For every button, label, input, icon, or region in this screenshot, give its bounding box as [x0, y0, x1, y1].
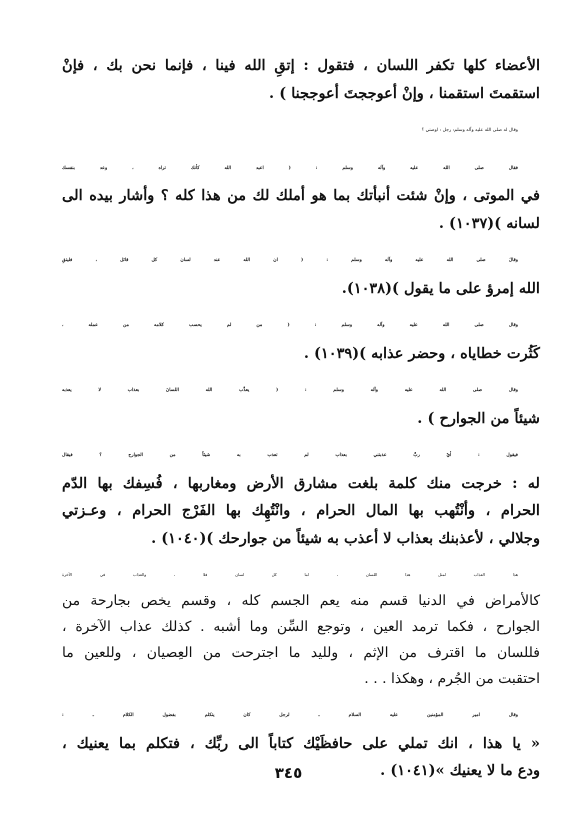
page-body	[62, 52, 540, 795]
text-line: لسانه )(١٠٣٧) .	[438, 214, 540, 232]
text-line: وقال له صلى الله عليه وآله وسلم: رجل : اوصني ؟	[421, 128, 518, 133]
page-number: ٣٤٥	[274, 764, 303, 782]
text-line: فيقول : أيْ ربِّ عذبتني بعذاب لم تعذب به شيئاً من الجوارح ؟ فيقال	[62, 453, 518, 458]
paragraph	[62, 442, 540, 552]
text-line: الأعضاء كلها تكفر اللسان ، فتقول : إتقِ الله فينا ، فإنما نحن بك ، فإنْ	[62, 57, 540, 74]
paragraph	[62, 117, 540, 145]
text-line: في الموتى ، وإنْ شئت أنبأتك بما هو أملك لك من هذا كله ؟ وأشار بيده الى	[62, 187, 540, 204]
paragraph	[62, 247, 540, 302]
text-line: وقالَ صلى الله عليه وآله وسلم : ( ان الله عند لسان كل قائل ، فليتقِ	[62, 258, 518, 263]
text-line: « يا هذا ، انك تملي على حافظَيْك كتاباً الى ربِّك ، فتكلم بما يعنيك ،	[62, 734, 540, 752]
text-line: استقمتَ استقمنا ، وإنْ أعوججتَ أعوججنا ) .	[269, 84, 540, 102]
text-line: هذا العذاب لمثل هذا اللسان ، اما كل لسان فلا ، والعذاب في الآخرة	[62, 572, 518, 577]
text-line: الجوارح ، فكما ترمد العين ، وتوجع السِّن وما أشبه . كذلك عذاب الآخرة ،	[62, 619, 540, 635]
text-line: شيئاً من الجوارح ) .	[417, 409, 540, 427]
paragraph	[62, 562, 540, 692]
paragraph	[62, 312, 540, 367]
text-line: الحرام ، وأنْتُهب بها المال الحرام ، وانْتُهِك بها الفَرْج الحرام ، وعـزتي	[62, 502, 540, 519]
text-line: له : خرجت منك كلمة بلغت مشارق الأرض ومغاربها ، فُسِفك بها الدّم	[62, 474, 540, 492]
text-line: وقال صلى الله عليه وآله وسلم : ( يعذِّب الله اللسانَ بعذاب لا يعذبه	[62, 388, 518, 393]
text-line: كالأمراض في الدنيا قسم منه يعم الجسم كله ، وقسم يخص بجارحة من	[62, 593, 540, 609]
text-line: وجلالي ، لأعذبنك بعذاب لا أعذب به شيئاً من جوارحك )(١٠٤٠) .	[151, 529, 540, 547]
paragraph	[62, 52, 540, 107]
text-line: فللسان ما اقترف من الإثم ، ولليد ما اجترحت من العِصيان ، وللعين ما	[62, 645, 540, 661]
text-line: ودع ما لا يعنيك »(١٠٤١) .	[380, 762, 540, 779]
text-line: وقال صلى الله عليه وآله وسلم : ( من لم يحسب كلامه من عمله ،	[62, 323, 518, 328]
text-line: وقال امير المؤمنين عليه السلام ـ لرجل كان يتكلم بفضول الكلام ـ :	[62, 713, 518, 718]
paragraph	[62, 377, 540, 432]
paragraph	[62, 155, 540, 238]
text-line: احتقبت من الجُرم ، وهكذا . . .	[364, 671, 540, 687]
text-line: الله إمرؤ على ما يقول )(١٠٣٨).	[341, 279, 540, 297]
text-line: كَثُرت خطاياه ، وحضر عذابه )(١٠٣٩) .	[303, 344, 540, 362]
text-line: فقال صلى الله عليه وآله وسلم : ( اعبد الله كأنك تراه ، وعد بنفسك	[62, 165, 518, 171]
